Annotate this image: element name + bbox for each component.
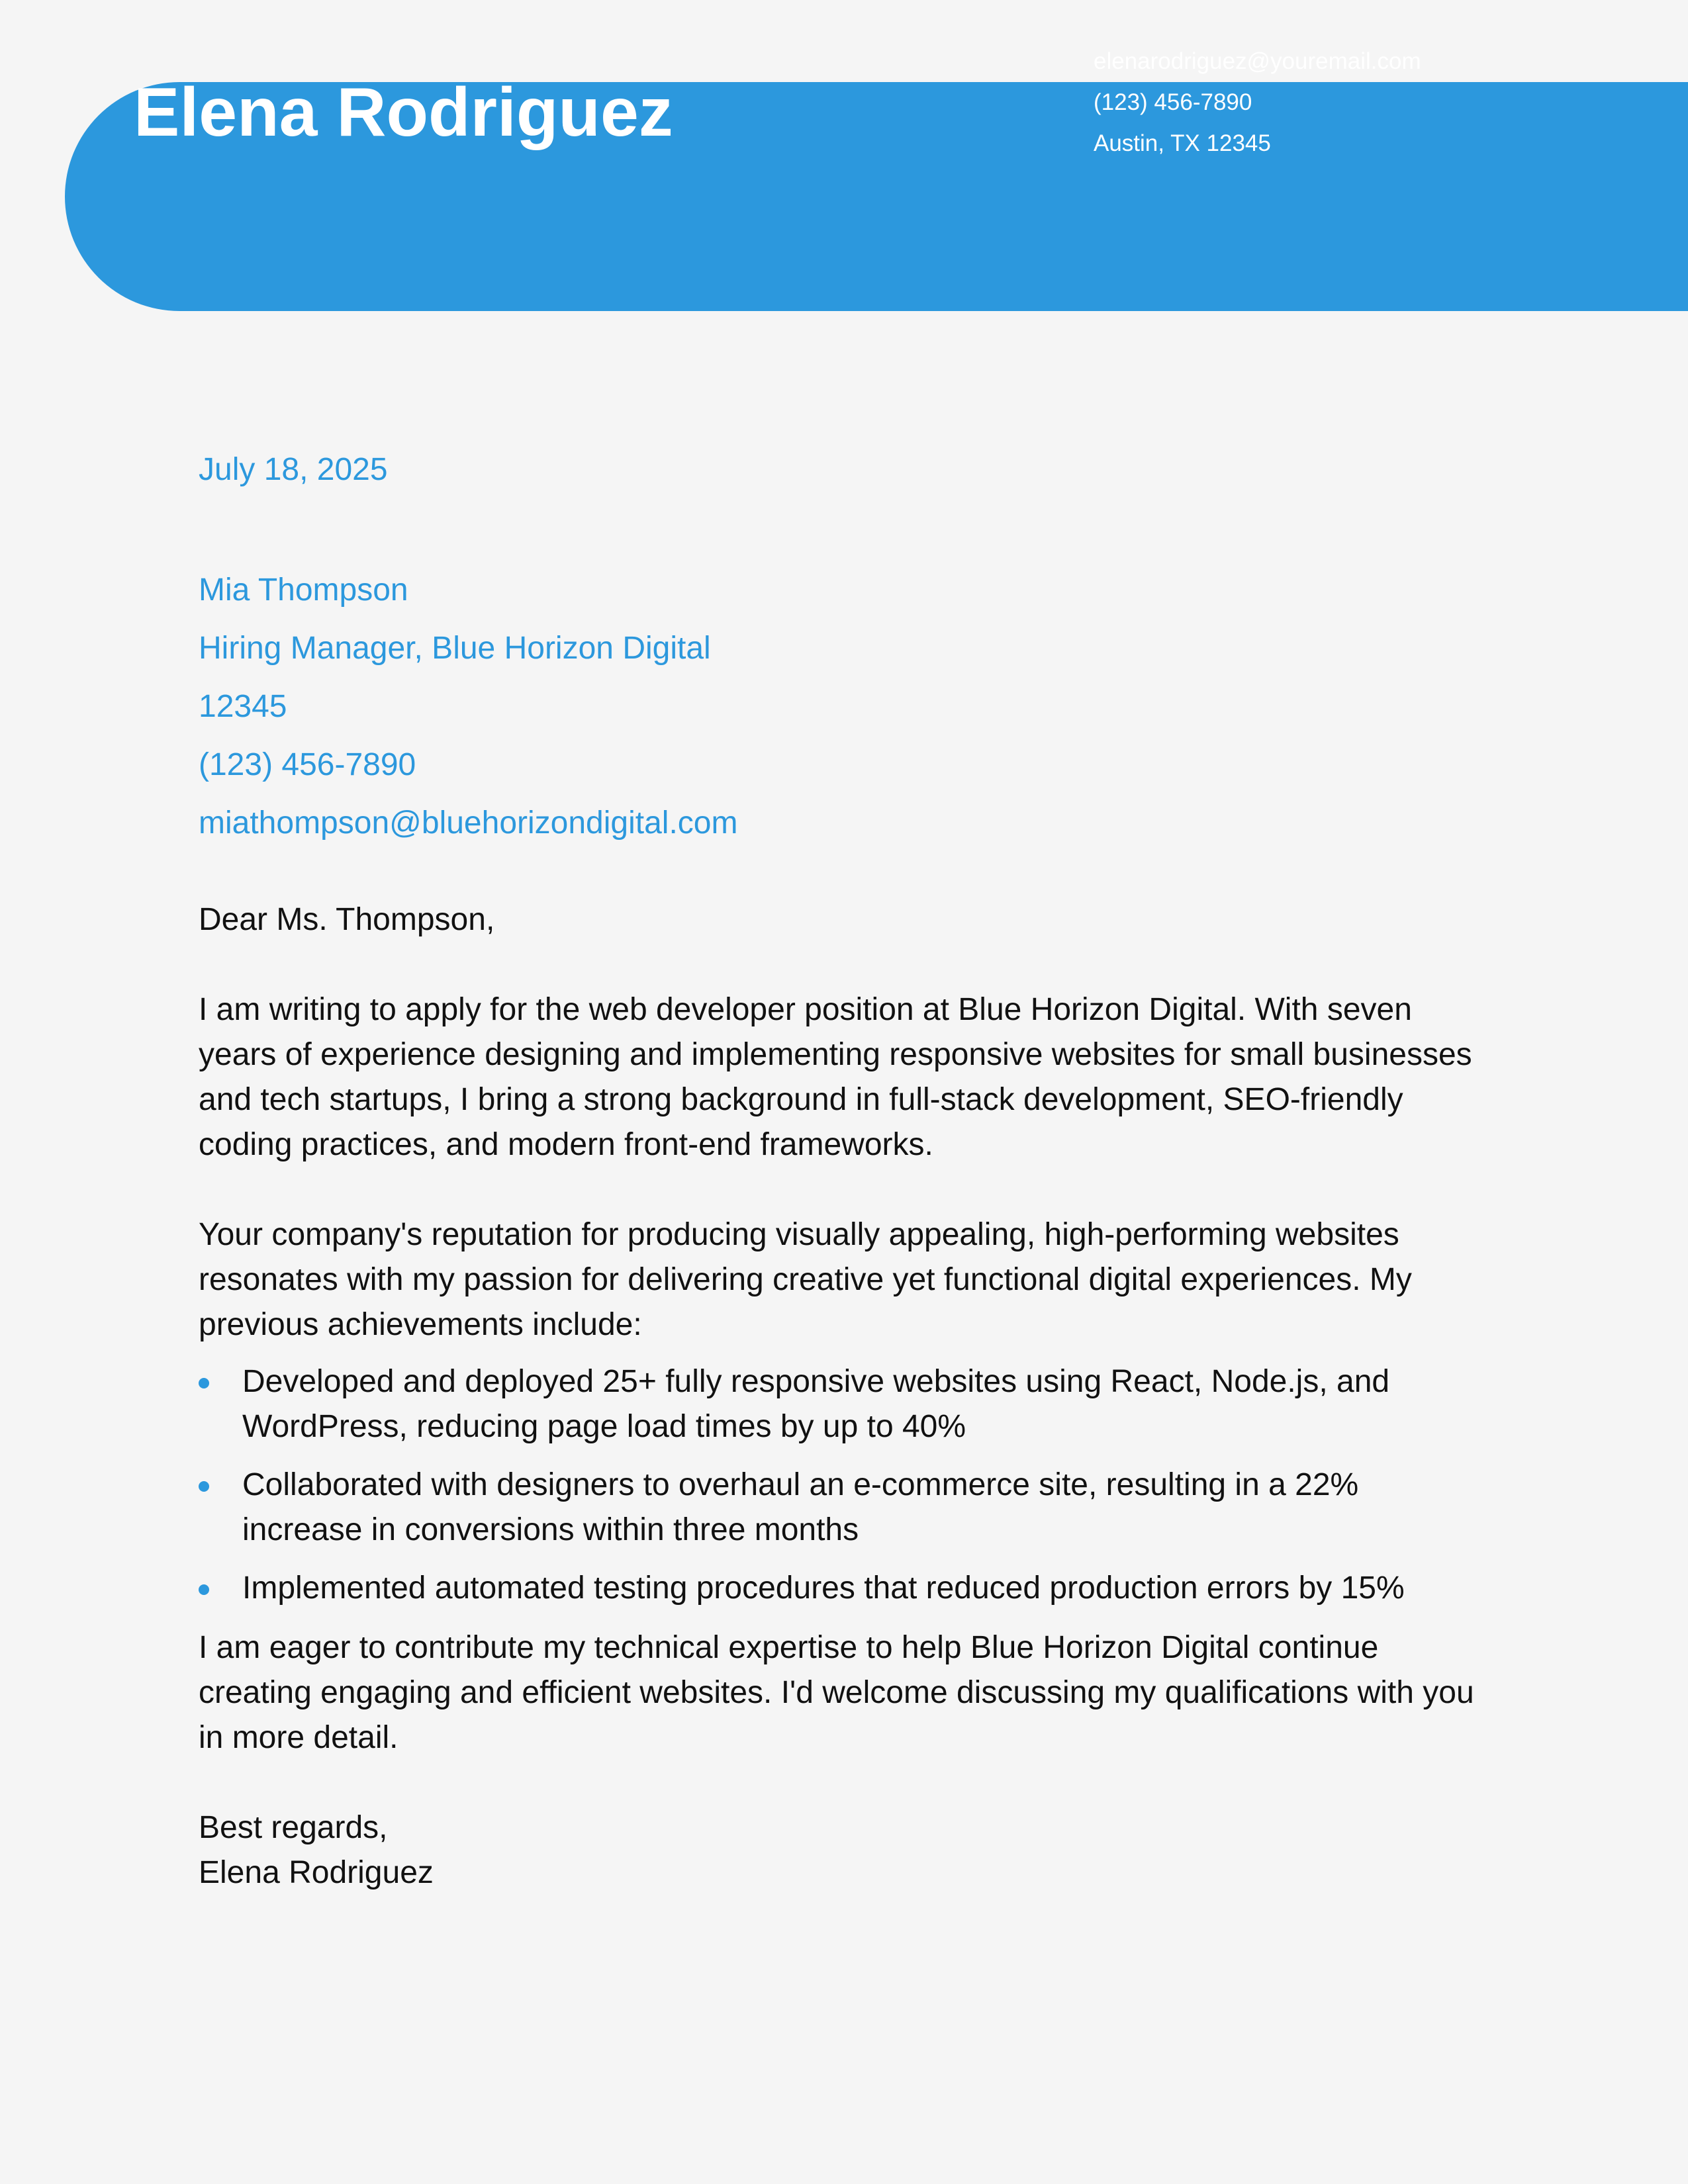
paragraph-intro: I am writing to apply for the web developer position at Blue Horizon Digital. With seven years of experience designing and implementing responsive websites for small businesses and tech startups, I bring a strong background in full-stack development, SEO-friendly coding practices, and modern front-end frameworks. bbox=[199, 992, 1472, 1162]
sender-contact bbox=[1094, 45, 1496, 168]
salutation: Dear Ms. Thompson, bbox=[199, 902, 495, 937]
list-item bbox=[199, 1566, 1483, 1611]
sender-name: Elena Rodriguez bbox=[134, 74, 673, 151]
bullet-dot-icon bbox=[199, 1378, 209, 1388]
sender-phone: (123) 456-7890 bbox=[1094, 89, 1252, 115]
achievement-text: Developed and deployed 25+ fully responsive websites using React, Node.js, and WordPress, reducing page load times by up to 40% bbox=[242, 1364, 1390, 1444]
paragraph-closing: I am eager to contribute my technical expertise to help Blue Horizon Digital continue creating engaging and efficient websites. I'd welcome discussing my qualifications with you in more detail. bbox=[199, 1630, 1474, 1755]
recipient-name: Mia Thompson bbox=[199, 572, 408, 608]
list-item bbox=[199, 1359, 1483, 1449]
letter-date: July 18, 2025 bbox=[199, 452, 388, 487]
achievement-text: Implemented automated testing procedures that reduced production errors by 15% bbox=[242, 1570, 1405, 1606]
list-item bbox=[199, 1463, 1483, 1553]
sender-location: Austin, TX 12345 bbox=[1094, 130, 1271, 156]
paragraph-achievements-intro: Your company's reputation for producing visually appealing, high-performing websites resonates with my passion for delivering creative yet functional digital experiences. My previous achievements include: bbox=[199, 1217, 1412, 1342]
signature: Elena Rodriguez bbox=[199, 1855, 434, 1890]
recipient-postal: 12345 bbox=[199, 689, 287, 724]
recipient-block bbox=[199, 561, 737, 852]
sender-email[interactable]: elenarodriguez@youremail.com bbox=[1094, 48, 1421, 74]
achievement-text: Collaborated with designers to overhaul an e-commerce site, resulting in a 22% increase in conversions within three months bbox=[242, 1467, 1359, 1547]
recipient-title: Hiring Manager, Blue Horizon Digital bbox=[199, 631, 711, 666]
achievements-list bbox=[199, 1359, 1483, 1611]
closing: Best regards, bbox=[199, 1810, 388, 1845]
bullet-dot-icon bbox=[199, 1584, 209, 1595]
recipient-phone: (123) 456-7890 bbox=[199, 747, 416, 782]
recipient-email[interactable]: miathompson@bluehorizondigital.com bbox=[199, 805, 738, 841]
bullet-dot-icon bbox=[199, 1481, 209, 1492]
letter-body bbox=[199, 897, 1483, 1895]
